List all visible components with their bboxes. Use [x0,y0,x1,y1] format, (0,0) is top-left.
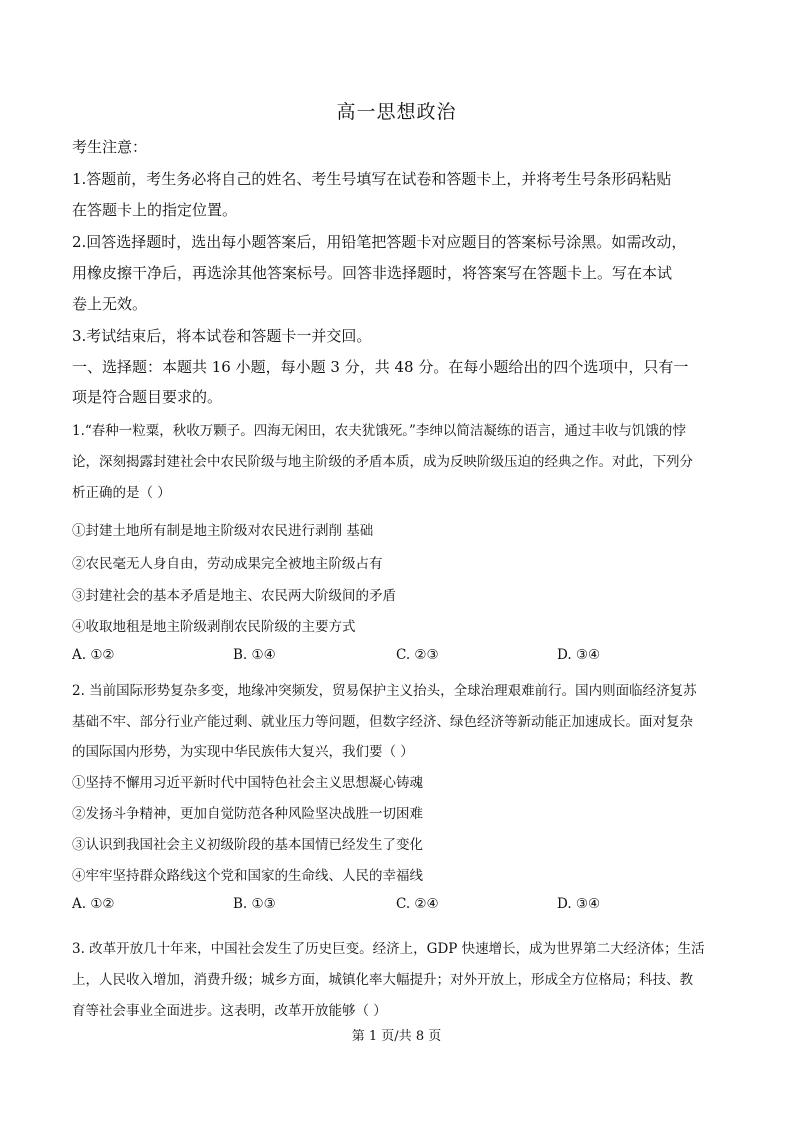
notice-line: 用橡皮擦干净后，再选涂其他答案标号。回答非选择题时，将答案写在答题卡上。写在本试 [72,264,673,282]
question-3-stem: 3. 改革开放几十年来，中国社会发生了历史巨变。经济上，GDP 快速增长，成为世界第二大经济体；生活 [72,941,705,957]
question-2-item: ④牢牢坚持群众路线这个党和国家的生命线、人民的幸福线 [72,868,423,884]
question-1-item: ①封建土地所有制是地主阶级对农民进行剥削 基础 [72,523,374,539]
question-1-item: ②农民毫无人身自由，劳动成果完全被地主阶级占有 [72,556,383,572]
notice-line: 2.回答选择题时，选出每小题答案后，用铅笔把答题卡对应题目的答案标号涂黑。如需改动， [72,233,687,251]
question-1-option-c[interactable]: C. ②③ [396,647,439,663]
notice-heading: 考生注意： [72,138,148,156]
notice-line: 1.答题前，考生务必将自己的姓名、考生号填写在试卷和答题卡上，并将考生号条形码粘贴 [72,170,672,188]
question-2-stem: 的国际国内形势，为实现中华民族伟大复兴，我们要（ ） [72,744,414,760]
question-2-item: ③认识到我国社会主义初级阶段的基本国情已经发生了变化 [72,837,423,853]
page-footer: 第 1 页/共 8 页 [351,1029,442,1044]
question-1-stem: 析正确的是（ ） [72,485,171,501]
question-2-option-c[interactable]: C. ②④ [396,896,439,912]
exam-title: 高一思想政治 [336,101,457,123]
question-2-stem: 基础不牢、部分行业产能过剩、就业压力等问题，但数字经济、绿色经济等新动能正加速成长。面对复杂 [72,714,693,730]
question-1-stem: 1.“春种一粒粟，秋收万颗子。四海无闲田，农夫犹饿死。”李绅以简洁凝练的语言，通过丰收与饥饿的悖 [72,423,686,439]
question-1-stem: 论，深刻揭露封建社会中农民阶级与地主阶级的矛盾本质，成为反映阶级压迫的经典之作。对此，下列分 [72,454,693,470]
question-2-option-a[interactable]: A. ①② [72,896,115,912]
question-2-stem: 2. 当前国际形势复杂多变，地缘冲突频发，贸易保护主义抬头，全球治理艰难前行。国内则面临经济复苏 [72,683,697,699]
question-2-item: ②发扬斗争精神，更加自觉防范各种风险坚决战胜一切困难 [72,806,423,822]
notice-line: 在答题卡上的指定位置。 [72,201,238,219]
question-3-stem: 上，人民收入增加，消费升级；城乡方面，城镇化率大幅提升；对外开放上，形成全方位格局；科技、教 [72,972,693,988]
question-1-option-d[interactable]: D. ③④ [557,647,601,663]
question-1-item: ③封建社会的基本矛盾是地主、农民两大阶级间的矛盾 [72,588,396,604]
question-2-option-d[interactable]: D. ③④ [557,896,601,912]
question-1-option-b[interactable]: B. ①④ [233,647,276,663]
notice-line: 卷上无效。 [72,295,148,313]
section-heading: 项是符合题目要求的。 [72,388,223,406]
question-3-stem: 育等社会事业全面进步。这表明，改革开放能够（ ） [72,1003,387,1019]
section-heading: 一、选择题：本题共 16 小题，每小题 3 分，共 48 分。在每小题给出的四个选项中，只有一 [72,358,689,376]
question-1-item: ④收取地租是地主阶级剥削农民阶级的主要方式 [72,619,356,635]
notice-line: 3.考试结束后，将本试卷和答题卡一并交回。 [72,327,372,345]
question-1-option-a[interactable]: A. ①② [72,647,115,663]
question-2-option-b[interactable]: B. ①③ [233,896,276,912]
question-2-item: ①坚持不懈用习近平新时代中国特色社会主义思想凝心铸魂 [72,775,423,791]
